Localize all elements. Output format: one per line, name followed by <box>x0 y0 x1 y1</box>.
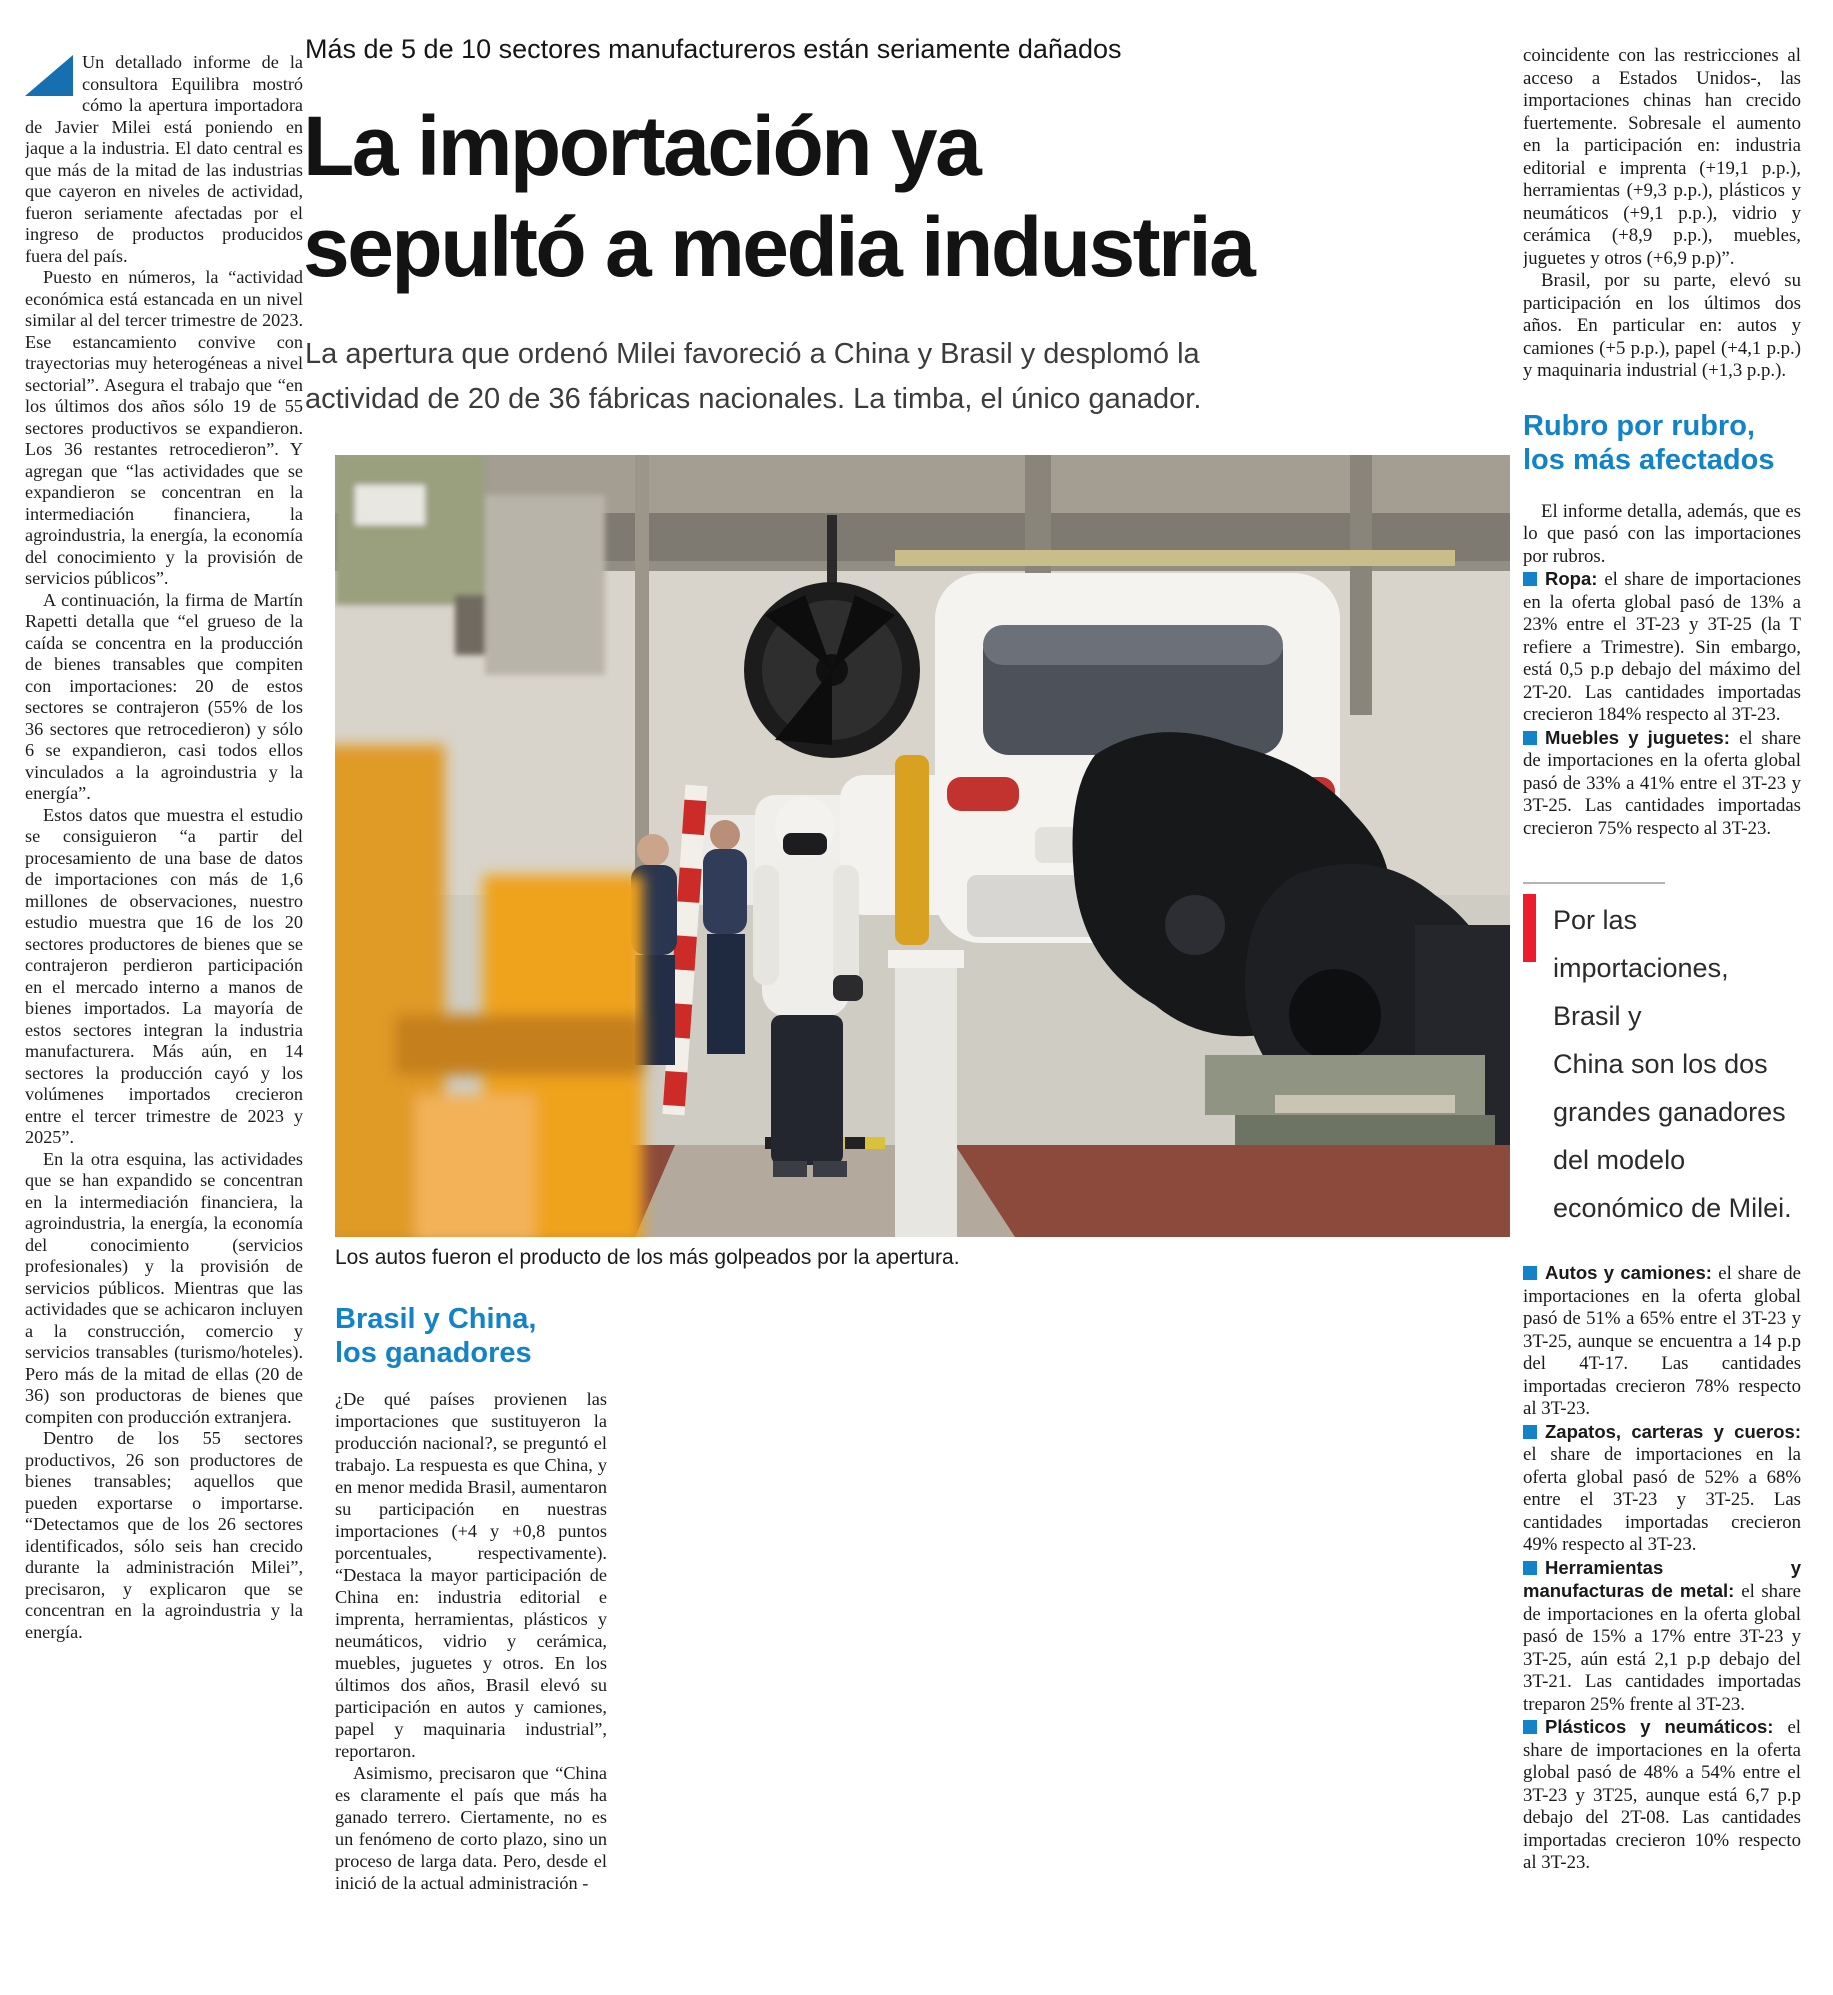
paragraph: Brasil, por su parte, elevó su participación en los últimos dos años. En particular en: autos y camiones (+5 p.p.), papel (+4,1 p.p.) y maquinaria industrial (+1,3 p.p.). <box>1523 270 1801 381</box>
article-photo <box>335 455 1510 1237</box>
pull-quote-line: grandes ganadores <box>1553 1097 1786 1127</box>
brasil-china-column <box>335 1388 607 1960</box>
pull-quote <box>1523 882 1801 1232</box>
section-heading-rubros <box>1523 409 1801 477</box>
rubro-label: Muebles y juguetes: <box>1545 726 1730 748</box>
rubro-label: Herramientas y manufacturas de metal: <box>1523 1556 1801 1601</box>
bullet-square-icon <box>1523 1561 1537 1575</box>
rubro-text: el share de importaciones en la oferta global pasó de 13% a 23% entre el 3T-23 y 3T-25 (la T refiere a Trimestre). Sin embargo, está 0,5 p.p debajo del máximo del 2T-20. Las cantidades importadas crecieron 184% respecto al 3T-23. <box>1523 569 1801 725</box>
rubro-label: Plásticos y neumáticos: <box>1545 1716 1774 1737</box>
paragraph: Puesto en números, la “actividad económica está estancada en un nivel similar al del tercer trimestre de 2023. Ese estancamiento convive con trayectorias muy heterogéneas a nivel sectorial”. Asegura el trabajo que “en los últimos dos años sólo 19 de 55 sectores productivos se expandieron. Los 36 restantes retrocedieron”. Y agregan que “las actividades que se expandieron se concentran en la intermediación financiera, la agroindustria, la energía, la economía del conocimiento y la provisión de servicios públicos”. <box>25 267 303 588</box>
paragraph: ¿De qué países provienen las importaciones que sustituyeron la producción nacional?, se preguntó el trabajo. La respuesta es que China, y en menor medida Brasil, aumentaron su participación en nuestras importaciones (+4 y +0,8 puntos porcentuales, respectivamente). “Destaca la mayor participación de China en: industria editorial e imprenta, herramientas, plásticos y neumáticos, vidrio y cerámica, muebles, juguetes y otros. En los últimos dos años, Brasil elevó su participación en autos y camiones, papel y maquinaria industrial”, reportaron. <box>335 1389 607 1761</box>
pull-quote-red-bar <box>1523 894 1536 962</box>
paragraph <box>25 52 303 267</box>
bullet-square-icon <box>1523 1720 1537 1734</box>
photo-caption: Los autos fueron el producto de los más golpeados por la apertura. <box>335 1246 960 1269</box>
rubros-intro: El informe detalla, además, que es lo que pasó con las importaciones por rubros. <box>1523 500 1801 567</box>
rubro-item-autos <box>1523 1262 1801 1421</box>
section-heading-brasil-china <box>335 1302 635 1370</box>
pull-quote-line: Por las <box>1553 905 1638 935</box>
drop-cap-triangle-icon <box>25 55 73 96</box>
paragraph: Estos datos que muestra el estudio se consiguieron “a partir del procesamiento de una base de datos de importaciones con más de 1,6 millones de observaciones, nuestro estudio muestra que 16 de los 20 sectores productores de bienes que se contrajeron perdieron participación en el mercado interno a manos de bienes importados. La mayoría de estos sectores integran la industria manufacturera. Más aún, en 14 sectores la producción cayó y los volúmenes importados crecieron entre el tercer trimestre de 2023 y 2025”. <box>25 804 303 1147</box>
factory-photo-illustration <box>335 455 1510 1237</box>
rubro-label: Autos y camiones: <box>1545 1262 1712 1283</box>
bullet-square-icon <box>1523 1425 1537 1439</box>
rubro-text: el share de importaciones en la oferta global pasó de 33% a 41% entre el 3T-23 y 3T-25. Las cantidades importadas crecieron 75% respecto al 3T-23. <box>1523 727 1801 839</box>
rubro-item-ropa <box>1523 568 1801 727</box>
section-heading-line1: Rubro por rubro, <box>1523 409 1755 442</box>
bullet-square-icon <box>1523 731 1537 745</box>
rubro-text: el share de importaciones en la oferta global pasó de 15% a 17% entre 3T-23 y 3T-25, aún está 2,1 p.p debajo del 3T-21. Las cantidades importadas treparon 25% frente al 3T-23. <box>1523 1581 1801 1715</box>
pull-quote-line: económico de Milei. <box>1553 1193 1792 1223</box>
pull-quote-line: del modelo <box>1553 1145 1686 1175</box>
paragraph: En la otra esquina, las actividades que se han expandido se concentran en la intermediación financiera, la agroindustria, la energía, la economía del conocimiento (servicios profesionales) y la provisión de servicios públicos. Mientras que las actividades que se achicaron incluyen a la construcción, comercio y servicios transables (turismo/hoteles). Pero más de la mitad de ellas (20 de 36) son productoras de bienes que compiten con producción extranjera. <box>25 1148 303 1427</box>
rubro-text: el share de importaciones en la oferta global pasó de 51% a 65% entre el 3T-23 y 3T-25, aunque se encuentra a 14 p.p del 4T-17. Las cantidades importadas crecieron 78% respecto al 3T-23. <box>1523 1263 1801 1419</box>
headline-line1: La importación ya <box>303 99 980 193</box>
paragraph: A continuación, la firma de Martín Rapetti detalla que “el grueso de la caída se concentra en la producción de bienes transables que compiten con importaciones: 20 de estos sectores se contrajeron (55% de los 36 sectores que retrocedieron) y sólo 6 se expandieron, casi todos ellos vinculados a la agroindustria y la energía”. <box>25 589 303 803</box>
paragraph: Dentro de los 55 sectores productivos, 26 son productores de bienes transables; aquellos que pueden exportarse o importarse. “Detectamos que de los 26 sectores identificados, sólo seis han crecido durante la administración Milei”, precisaron, y explicaron que se concentran en la agroindustria y la energía. <box>25 1428 303 1642</box>
rubro-label: Ropa: <box>1545 568 1598 589</box>
deck: La apertura que ordenó Milei favoreció a China y Brasil y desplomó la actividad de 20 de 36 fábricas nacionales. La timba, el único ganador. <box>305 338 1202 415</box>
bullet-square-icon <box>1523 1266 1537 1280</box>
paragraph-text: Un detallado informe de la consultora Equilibra mostró cómo la apertura importadora de Javier Milei está poniendo en jaque a la industria. El dato central es que más de la mitad de las industrias que cayeron en niveles de actividad, fueron seriamente afectadas por el ingreso de productos producidos fuera del país. <box>25 52 303 266</box>
section-heading-line1: Brasil y China, <box>335 1303 537 1335</box>
rubro-item-plasticos <box>1523 1716 1801 1875</box>
bullet-square-icon <box>1523 572 1537 586</box>
pull-quote-line: China son los dos <box>1553 1049 1768 1079</box>
pull-quote-rule <box>1523 882 1665 884</box>
kicker: Más de 5 de 10 sectores manufactureros están seriamente dañados <box>305 34 1122 64</box>
rubro-label: Zapatos, carteras y cueros: <box>1545 1420 1801 1442</box>
rubro-item-zapatos <box>1523 1421 1801 1557</box>
headline <box>303 96 1463 298</box>
section-heading-line2: los más afectados <box>1523 443 1775 476</box>
left-article-column <box>25 52 303 1968</box>
rubro-text: el share de importaciones en la oferta global pasó de 48% a 54% entre el 3T-23 y 3T25, aunque está 6,7 p.p debajo del 2T-08. Las cantidades importadas crecieron 10% respecto al 3T-23. <box>1523 1717 1801 1873</box>
rubro-text: el share de importaciones en la oferta global pasó de 52% a 68% entre el 3T-23 y 3T-25. Las cantidades importadas crecieron 49% respecto al 3T-23. <box>1523 1444 1801 1555</box>
rubro-item-muebles <box>1523 727 1801 841</box>
paragraph: coincidente con las restricciones al acceso a Estados Unidos-, las importaciones chinas han crecido fuertemente. Sobresale el aumento en la participación en: industria editorial e imprenta (+19,1 p.p.), herramientas (+9,3 p.p.), plásticos y neumáticos (+9,1 p.p.), vidrio y cerámica (+8,9 p.p.), muebles, juguetes y otros (+6,9 p.p)”. <box>1523 45 1801 269</box>
paragraph: Asimismo, precisaron que “China es claramente el país que más ha ganado terrero. Ciertamente, no es un fenómeno de corto plazo, sino un proceso de larga data. Pero, desde el inició de la actual administración - <box>335 1763 607 1893</box>
rubro-item-herramientas <box>1523 1557 1801 1717</box>
headline-line2: sepultó a media industria <box>303 200 1254 294</box>
pull-quote-line: importaciones, Brasil y <box>1553 953 1729 1031</box>
right-article-column <box>1523 45 1801 1965</box>
section-heading-line2: los ganadores <box>335 1337 532 1369</box>
